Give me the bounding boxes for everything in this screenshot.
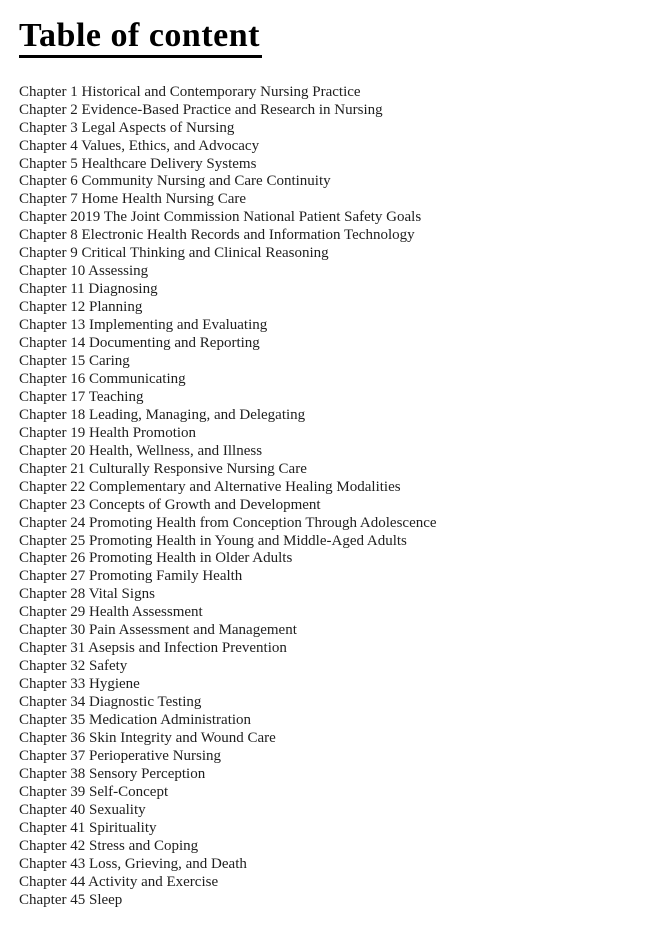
toc-entry: Chapter 25 Promoting Health in Young and Middle-Aged Adults [19, 532, 407, 549]
toc-entry: Chapter 5 Healthcare Delivery Systems [19, 155, 257, 172]
toc-entry: Chapter 22 Complementary and Alternative Healing Modalities [19, 478, 401, 495]
toc-entry: Chapter 15 Caring [19, 352, 130, 369]
toc-entry: Chapter 2 Evidence-Based Practice and Research in Nursing [19, 101, 383, 118]
toc-entry: Chapter 1 Historical and Contemporary Nursing Practice [19, 83, 361, 100]
toc-entry: Chapter 41 Spirituality [19, 819, 157, 836]
toc-entry: Chapter 43 Loss, Grieving, and Death [19, 855, 247, 872]
toc-entry: Chapter 45 Sleep [19, 891, 123, 908]
toc-entry: Chapter 40 Sexuality [19, 801, 146, 818]
toc-entry: Chapter 2019 The Joint Commission National Patient Safety Goals [19, 209, 422, 226]
toc-entry: Chapter 32 Safety [19, 658, 128, 675]
toc-entry: Chapter 14 Documenting and Reporting [19, 335, 260, 352]
toc-entry: Chapter 39 Self-Concept [19, 783, 169, 800]
toc-entry: Chapter 18 Leading, Managing, and Delegating [19, 406, 306, 423]
toc-entry: Chapter 3 Legal Aspects of Nursing [19, 119, 235, 136]
toc-entry: Chapter 8 Electronic Health Records and Information Technology [19, 227, 415, 244]
toc-entry: Chapter 27 Promoting Family Health [19, 568, 243, 585]
toc-entry: Chapter 16 Communicating [19, 370, 186, 387]
toc-entry: Chapter 4 Values, Ethics, and Advocacy [19, 137, 260, 154]
toc-entry: Chapter 35 Medication Administration [19, 712, 252, 729]
toc-entry: Chapter 11 Diagnosing [19, 281, 158, 298]
toc-entry: Chapter 23 Concepts of Growth and Development [19, 496, 321, 513]
toc-entry: Chapter 28 Vital Signs [19, 586, 155, 603]
toc-entry: Chapter 44 Activity and Exercise [19, 873, 219, 890]
toc-entry: Chapter 38 Sensory Perception [19, 765, 206, 782]
toc-entry: Chapter 7 Home Health Nursing Care [19, 191, 247, 208]
toc-entry: Chapter 37 Perioperative Nursing [19, 747, 222, 764]
toc-entry: Chapter 26 Promoting Health in Older Adults [19, 550, 293, 567]
toc-list [19, 84, 641, 910]
toc-entry: Chapter 24 Promoting Health from Conception Through Adolescence [19, 514, 437, 531]
toc-entry: Chapter 12 Planning [19, 299, 143, 316]
toc-entry: Chapter 9 Critical Thinking and Clinical Reasoning [19, 245, 329, 262]
toc-entry: Chapter 29 Health Assessment [19, 604, 203, 621]
toc-entry: Chapter 19 Health Promotion [19, 424, 197, 441]
toc-entry: Chapter 31 Asepsis and Infection Prevention [19, 640, 287, 657]
toc-entry: Chapter 6 Community Nursing and Care Continuity [19, 173, 331, 190]
toc-entry: Chapter 21 Culturally Responsive Nursing Care [19, 460, 307, 477]
toc-entry: Chapter 20 Health, Wellness, and Illness [19, 442, 263, 459]
toc-entry: Chapter 10 Assessing [19, 263, 149, 280]
toc-entry: Chapter 17 Teaching [19, 388, 144, 405]
page-title: Table of content [19, 18, 262, 58]
toc-entry: Chapter 34 Diagnostic Testing [19, 694, 202, 711]
toc-entry: Chapter 30 Pain Assessment and Management [19, 622, 297, 639]
toc-entry: Chapter 36 Skin Integrity and Wound Care [19, 730, 276, 746]
toc-entry: Chapter 42 Stress and Coping [19, 837, 199, 854]
toc-entry: Chapter 13 Implementing and Evaluating [19, 317, 268, 334]
toc-entry: Chapter 33 Hygiene [19, 676, 140, 693]
